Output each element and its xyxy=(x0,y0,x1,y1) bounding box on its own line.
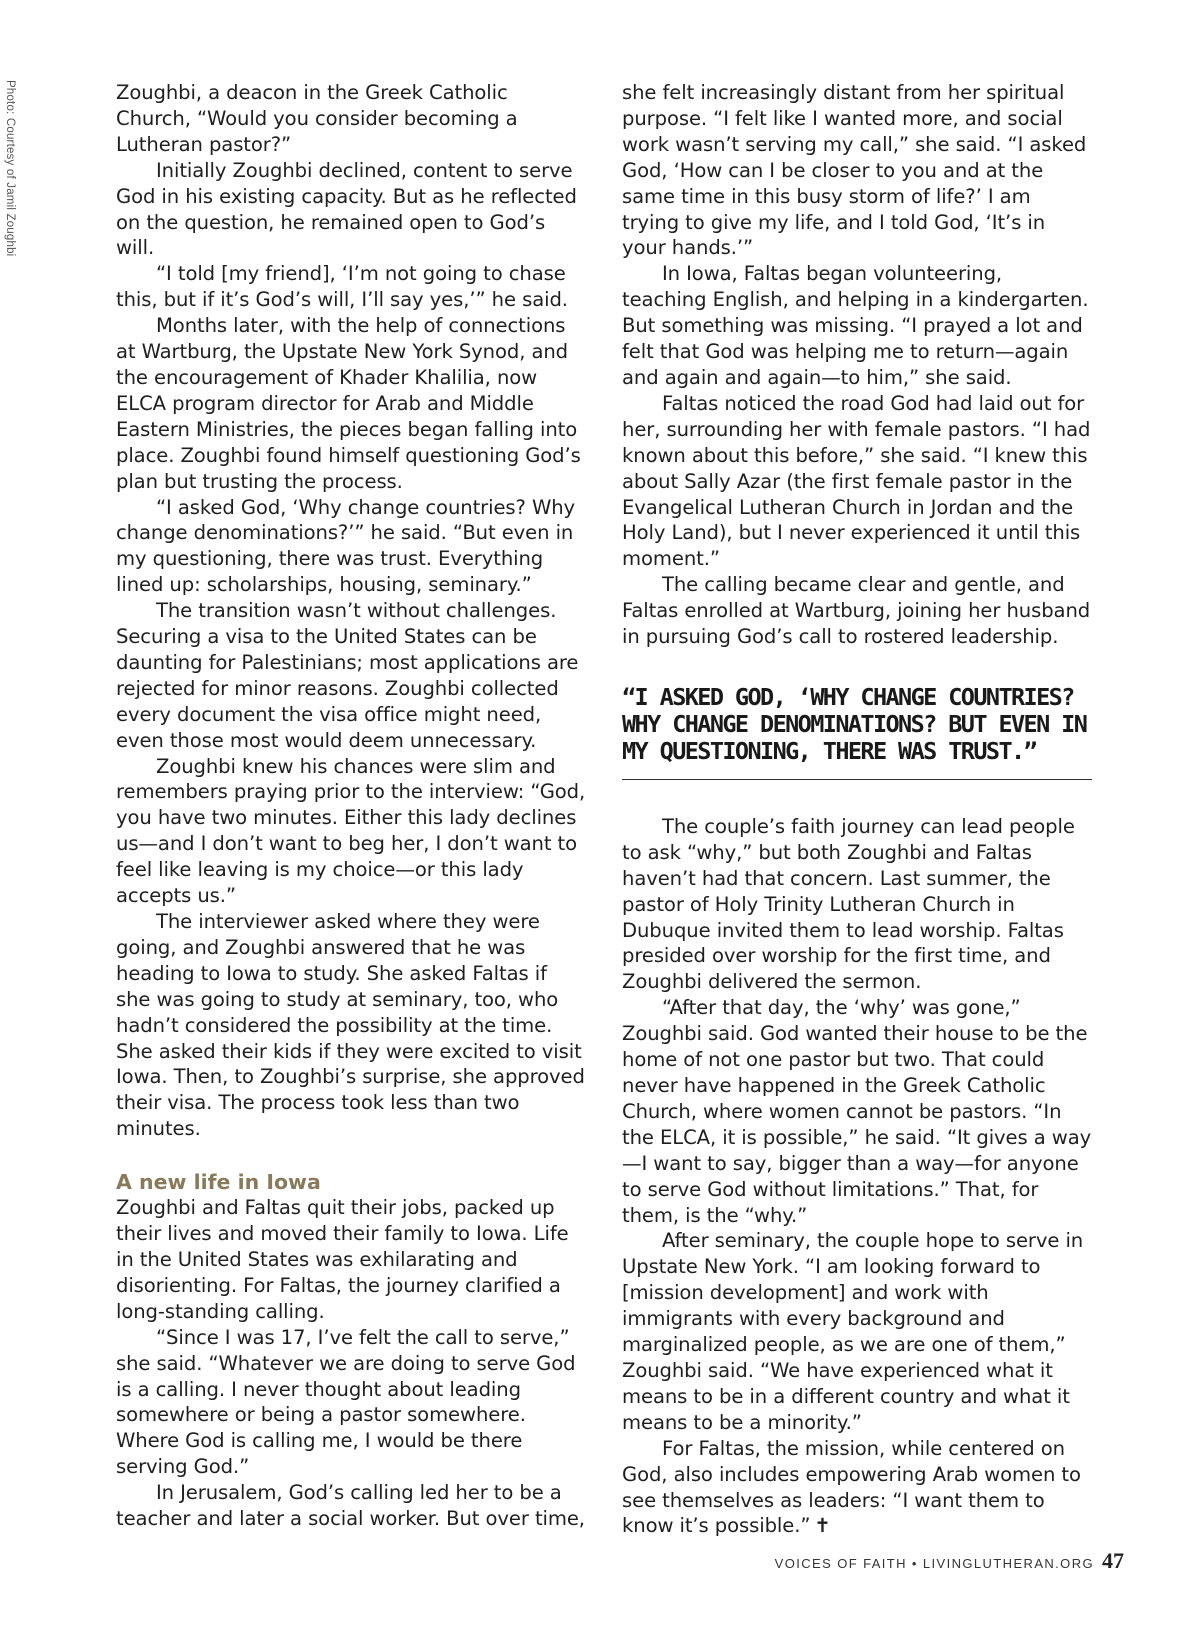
left-column xyxy=(116,80,586,1532)
right-column xyxy=(622,80,1092,1539)
page-footer xyxy=(775,1548,1124,1574)
photo-credit: Photo: Courtesy of Jamil Zoughbi xyxy=(4,80,16,257)
article-paragraph-last xyxy=(622,1436,1092,1540)
article-paragraph: The calling became clear and gentle, and Faltas enrolled at Wartburg, joining her husband in pursuing God’s call to rostered leadership. xyxy=(622,573,1091,649)
article-paragraph: Zoughbi knew his chances were slim and remembers praying prior to the interview: “God, you have two minutes. Either this lady declines us—and I don’t want to beg her, I don’t want to feel like leaving is my choice—or this lady accepts us.” xyxy=(116,754,586,908)
article-paragraph: “Since I was 17, I’ve felt the call to serve,” she said. “Whatever we are doing to serve God is a calling. I never thought about leading somewhere or being a pastor somewhere. Where God is calling me, I would be there serving God.” xyxy=(116,1325,576,1479)
closing-paragraph-text: For Faltas, the mission, while centered on God, also includes empowering Arab women to see themselves as leaders: “I want them to know it’s possible.” xyxy=(622,1436,1081,1538)
article-paragraph: The transition wasn’t without challenges. Securing a visa to the United States can be daunting for Palestinians; most applications are rejected for minor reasons. Zoughbi collected every document the visa office might need, even those most would deem unnecessary. xyxy=(116,599,579,752)
page-number: 47 xyxy=(1102,1548,1124,1573)
article-paragraph: Initially Zoughbi declined, content to serve God in his existing capacity. But as he reflected on the question, he remained open to God’s will. xyxy=(116,158,577,260)
article-paragraph: The interviewer asked where they were going, and Zoughbi answered that he was heading to Iowa to study. She asked Faltas if she was going to study at seminary, too, who hadn’t considered the possibility at the time. She asked their kids if they were excited to visit Iowa. Then, to Zoughbi’s surprise, she approved their visa. The process took less than two minutes. xyxy=(116,910,585,1141)
article-paragraph: “After that day, the ‘why’ was gone,” Zoughbi said. God wanted their house to be the home of not one pastor but two. That could never have happened in the Greek Catholic Church, where women cannot be pastors. “In the ELCA, it is possible,” he said. “It gives a way—I want to say, bigger than a way—for anyone to serve God without limitations.” That, for them, is the “why.” xyxy=(622,996,1092,1227)
article-paragraph: The couple’s faith journey can lead people to ask “why,” but both Zoughbi and Faltas haven’t had that concern. Last summer, the pastor of Holy Trinity Lutheran Church in Dubuque invited them to lead worship. Faltas presided over worship for the first time, and Zoughbi delivered the sermon. xyxy=(622,814,1075,994)
article-paragraph: she felt increasingly distant from her spiritual purpose. “I felt like I wanted more, and social work wasn’t serving my call,” she said. “I asked God, ‘How can I be closer to you and at the same time in this busy storm of life?’ I am trying to give my life, and I told God, ‘It’s in your hands.’” xyxy=(622,81,1087,260)
section-subheading: A new life in Iowa xyxy=(116,1170,321,1195)
article-paragraph: Faltas noticed the road God had laid out for her, surrounding her with female pastors. “I had known about this before,” she said. “I knew this about Sally Azar (the first female pastor in the Evangelical Lutheran Church in Jordan and the Holy Land), but I never experienced it until this moment.” xyxy=(622,391,1091,571)
article-paragraph: Months later, with the help of connections at Wartburg, the Upstate New York Synod, and the encouragement of Khader Khalilia, now ELCA program director for Arab and Middle Eastern Ministries, the pieces began falling into place. Zoughbi found himself questioning God’s plan but trusting the process. xyxy=(116,314,581,493)
article-paragraph: Zoughbi and Faltas quit their jobs, packed up their lives and moved their family to Iowa. Life in the United States was exhilarating and disorienting. For Faltas, the journey clarified a long-standing calling. xyxy=(116,1196,569,1323)
article-paragraph: In Jerusalem, God’s calling led her to be a teacher and later a social worker. But over time, xyxy=(116,1481,585,1531)
footer-label: VOICES OF FAITH • LIVINGLUTHERAN.ORG xyxy=(774,1556,1094,1571)
article-paragraph: “I told [my friend], ‘I’m not going to chase this, but if it’s God’s will, I’ll say yes,’” he said. xyxy=(116,262,568,312)
article-paragraph: Zoughbi, a deacon in the Greek Catholic Church, “Would you consider becoming a Lutheran pastor?” xyxy=(116,81,518,156)
article-paragraph: After seminary, the couple hope to serve in Upstate New York. “I am looking forward to [mission development] and work with immigrants with every background and marginalized people, as we are one of them,” Zoughbi said. “We have experienced what it means to be in a different country and what it means to be a minority.” xyxy=(622,1229,1084,1434)
pull-quote: “I ASKED GOD, ‘WHY CHANGE COUNTRIES? WHY CHANGE DENOMINATIONS? BUT EVEN IN MY QUESTIONING, THERE WAS TRUST.” xyxy=(622,684,1092,780)
article-paragraph: In Iowa, Faltas began volunteering, teaching English, and helping in a kindergarten. But something was missing. “I prayed a lot and felt that God was helping me to return—again and again and again—to him,” she said. xyxy=(622,262,1089,389)
cross-icon: ✝ xyxy=(814,1514,831,1538)
article-paragraph: “I asked God, ‘Why change countries? Why change denominations?’” he said. “But even in my questioning, there was trust. Everything lined up: scholarships, housing, seminary.” xyxy=(116,495,576,597)
